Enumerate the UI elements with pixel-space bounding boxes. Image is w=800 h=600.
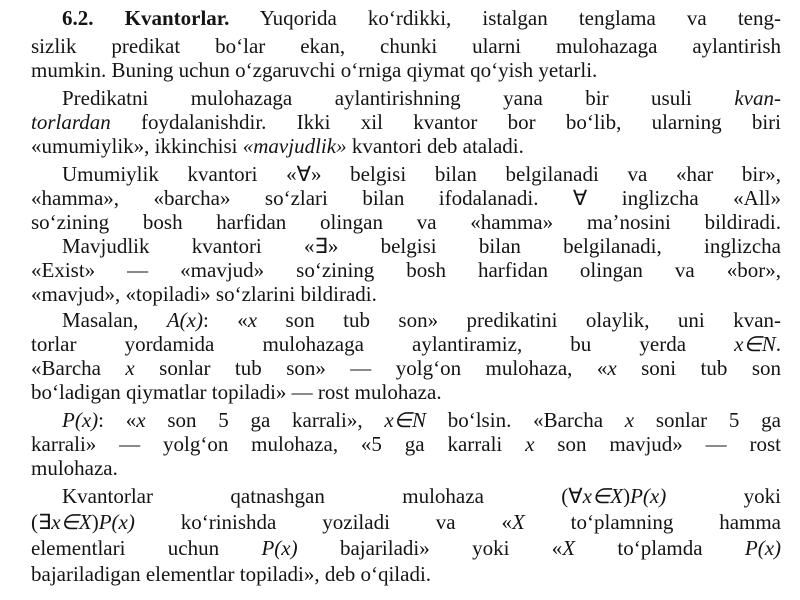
text-line-7: Umumiylik kvantori «∀» belgisi bilan belgilanadi va «har bir», <box>62 162 781 186</box>
text-line-15: «Barcha x sonlar tub son» — yolg‘on mulohaza, «x soni tub son <box>31 356 781 380</box>
section-title: Kvantorlar. <box>124 6 230 30</box>
text-line-16: bo‘ladigan qiymatlar topiladi» — rost mulohaza. <box>31 380 442 404</box>
text-line-2: sizlik predikat bo‘lar ekan, chunki ularni mulohazaga aylantirish <box>31 34 781 58</box>
text-line-13: Masalan, A(x): «x son tub son» predikatini olaylik, uni kvan- <box>62 308 782 332</box>
text-line-23: bajariladigan elementlar topiladi», deb o‘qiladi. <box>31 562 432 586</box>
text-line-20: Kvantorlar qatnashgan mulohaza (∀x∈X)P(x) yoki <box>62 484 782 508</box>
text-line-11: «Exist» — «mavjud» so‘zining bosh harfidan olingan va «bor», <box>31 258 781 282</box>
text-line-12: «mavjud», «topiladi» so‘zlarini bildiradi. <box>31 282 377 306</box>
text-line-14: torlar yordamida mulohazaga aylantiramiz, bu yerda x∈N. <box>31 332 781 356</box>
text-line-8: «hamma», «barcha» so‘zlari bilan ifodalanadi. ∀ inglizcha «All» <box>31 186 781 210</box>
text-line-3: mumkin. Buning uchun o‘zgaruvchi o‘rniga qiymat qo‘yish yetarli. <box>31 58 598 82</box>
text-line-9: so‘zining bosh harfidan olingan va «hamma» ma’nosini bildiradi. <box>31 210 781 234</box>
text-line-6: «umumiylik», ikkinchisi «mavjudlik» kvantori deb ataladi. <box>31 134 524 158</box>
text-line-22: elementlari uchun P(x) bajariladi» yoki «X to‘plamda P(x) <box>31 536 782 560</box>
text-line-21: (∃x∈X)P(x) ko‘rinishda yoziladi va «X to‘plamning hamma <box>31 510 782 534</box>
text-line-19: mulohaza. <box>31 456 118 480</box>
text-line-5: torlardan foydalanishdir. Ikki xil kvantor bor bo‘lib, ularning biri <box>31 110 782 134</box>
text-line-1: 6.2. Kvantorlar. Yuqorida ko‘rdikki, istalgan tenglama va teng- <box>62 6 781 30</box>
text-line-17: P(x): «x son 5 ga karrali», x∈N bo‘lsin. «Barcha x sonlar 5 ga <box>62 408 781 432</box>
text-line-18: karrali» — yolg‘on mulohaza, «5 ga karrali x son mavjud» — rost <box>31 432 782 456</box>
text-line-4: Predikatni mulohazaga aylantirishning yana bir usuli kvan- <box>62 86 781 110</box>
text-line-10: Mavjudlik kvantori «∃» belgisi bilan belgilanadi, inglizcha <box>62 234 781 258</box>
section-number: 6.2. <box>62 6 94 30</box>
